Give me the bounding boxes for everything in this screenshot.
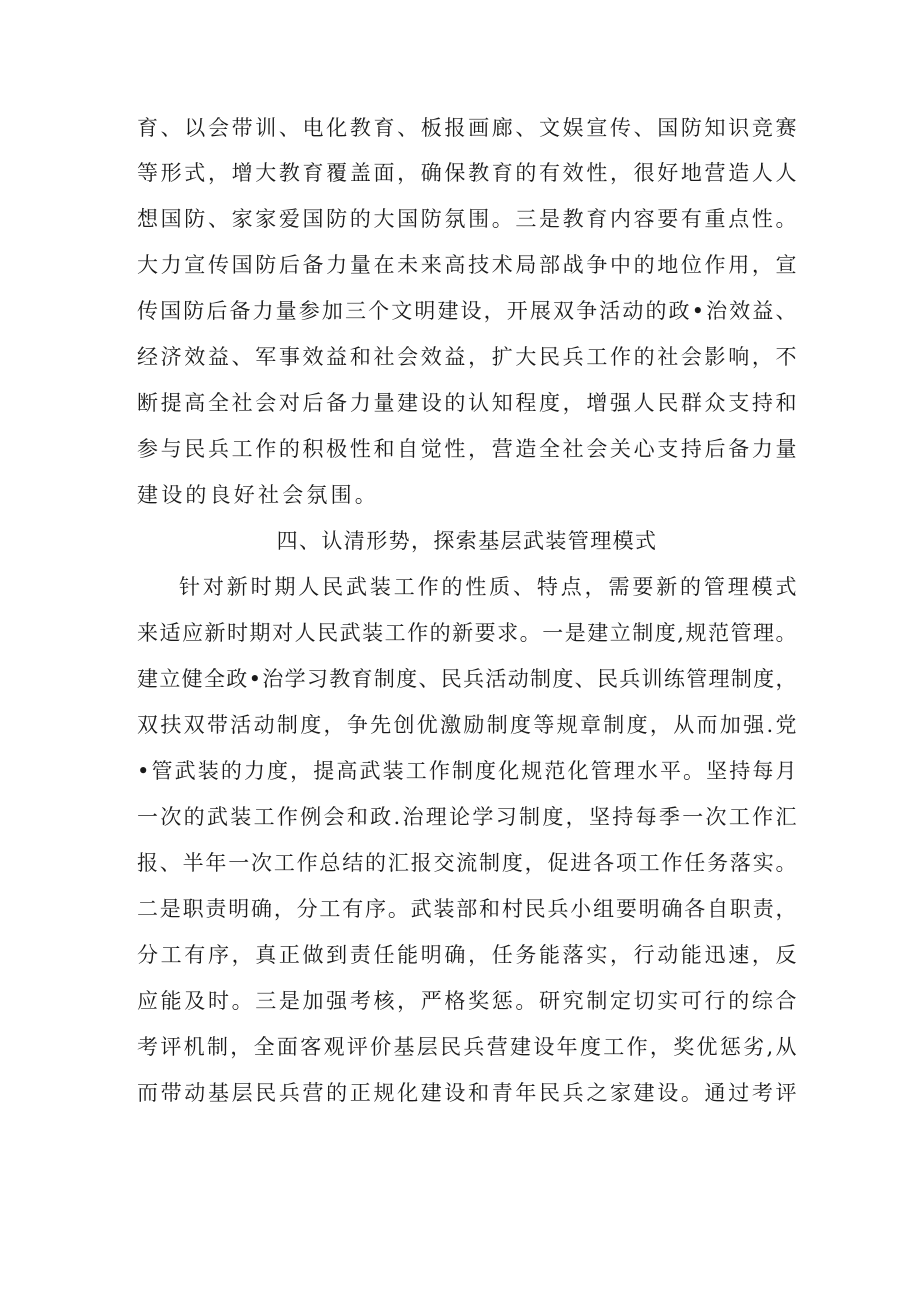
text-line: 经济效益、军事效益和社会效益，扩大民兵工作的社会影响，不: [137, 345, 797, 369]
text-line: 育、以会带训、电化教育、板报画廊、文娱宣传、国防知识竞赛: [137, 116, 797, 140]
text-line: •管武装的力度，提高武装工作制度化规范化管理水平。坚持每月: [137, 759, 797, 783]
text-line: 大力宣传国防后备力量在未来高技术局部战争中的地位作用，宣: [137, 253, 797, 277]
text-line: 传国防后备力量参加三个文明建设，开展双争活动的政•治效益、: [137, 299, 797, 323]
section-heading: 四、认清形势，探索基层武装管理模式: [276, 529, 658, 553]
text-line: 断提高全社会对后备力量建设的认知程度，增强人民群众支持和: [137, 391, 797, 415]
text-line: 参与民兵工作的积极性和自觉性，营造全社会关心支持后备力量: [137, 437, 797, 461]
text-line: 来适应新时期对人民武装工作的新要求。一是建立制度,规范管理。: [137, 621, 797, 645]
text-line: 分工有序，真正做到责任能明确，任务能落实，行动能迅速，反: [137, 943, 797, 967]
text-line: 等形式，增大教育覆盖面，确保教育的有效性，很好地营造人人: [137, 161, 797, 185]
text-line: 一次的武装工作例会和政.治理论学习制度，坚持每季一次工作汇: [137, 805, 797, 829]
text-line: 二是职责明确，分工有序。武装部和村民兵小组要明确各自职责，: [137, 897, 797, 921]
text-line: 双扶双带活动制度，争先创优激励制度等规章制度，从而加强.党: [137, 713, 797, 737]
text-line: 考评机制，全面客观评价基层民兵营建设年度工作，奖优惩劣,从: [137, 1035, 797, 1059]
text-line: 针对新时期人民武装工作的性质、特点，需要新的管理模式: [179, 575, 797, 599]
text-line: 而带动基层民兵营的正规化建设和青年民兵之家建设。通过考评: [137, 1081, 797, 1105]
text-line: 报、半年一次工作总结的汇报交流制度，促进各项工作任务落实。: [137, 851, 797, 875]
text-line: 应能及时。三是加强考核，严格奖惩。研究制定切实可行的综合: [137, 989, 797, 1013]
text-line: 建设的良好社会氛围。: [137, 483, 379, 507]
text-line: 想国防、家家爱国防的大国防氛围。三是教育内容要有重点性。: [137, 207, 797, 231]
text-line: 建立健全政•治学习教育制度、民兵活动制度、民兵训练管理制度，: [137, 667, 797, 691]
